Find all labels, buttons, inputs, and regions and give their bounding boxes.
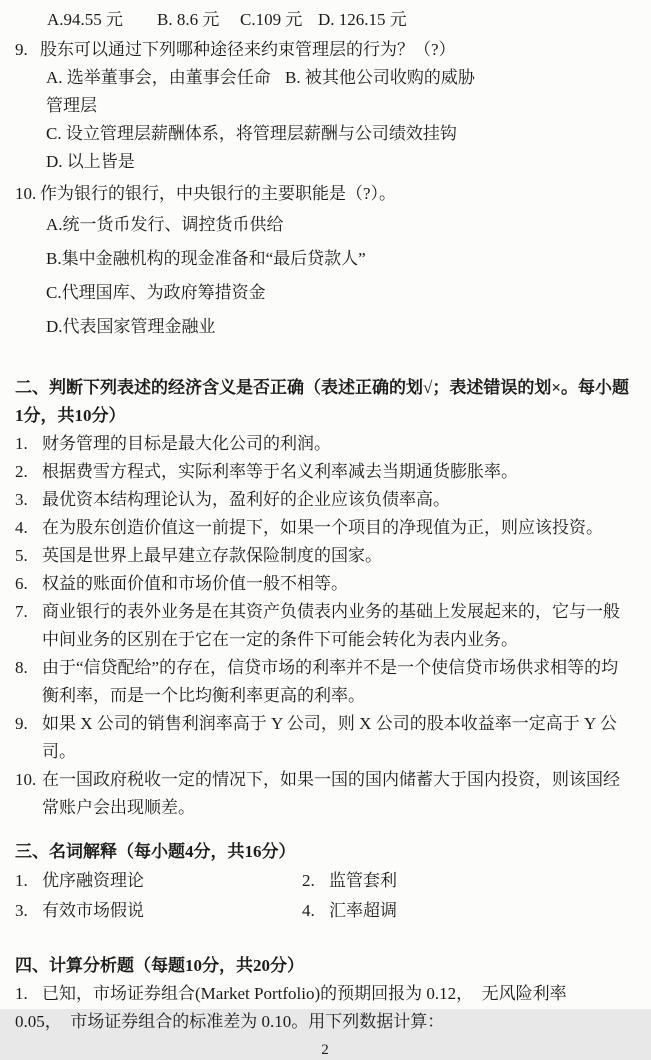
tf-item-5: [15, 542, 635, 570]
item-number: 4.: [15, 518, 28, 537]
tf-item-6: [15, 570, 635, 598]
item-text: 权益的账面价值和市场价值一般不相等。: [42, 574, 348, 593]
item-number: 5.: [15, 546, 28, 565]
question-number: 10.: [15, 184, 37, 203]
term-number: 1.: [15, 871, 28, 890]
calc-problem-1: [15, 980, 635, 1008]
option-b: B. 被其他公司收购的威胁: [285, 68, 475, 87]
term-text: 汇率超调: [329, 901, 397, 920]
section-2-heading: 二、判断下列表述的经济含义是否正确（表述正确的划√；表述错误的划×。每小题1分，共10分）: [15, 378, 630, 425]
tf-item-1: [15, 430, 635, 458]
option-d: D. 126.15 元: [318, 10, 407, 29]
prev-question-options-row: [15, 6, 635, 34]
term-3: [15, 896, 302, 926]
term-2: [302, 866, 635, 896]
item-number: 3.: [15, 490, 28, 509]
option-a: A.统一货币发行、调控货币供给: [46, 215, 284, 234]
problem-text-line1: 已知，市场证券组合(Market Portfolio)的预期回报为 0.12， 无风险利率: [42, 984, 567, 1003]
item-number: 1.: [15, 434, 28, 453]
tf-item-2: [15, 458, 635, 486]
option-c: C.109 元: [240, 10, 303, 29]
option-c: C.代理国库、为政府筹措资金: [46, 283, 266, 302]
option-d: D. 以上皆是: [46, 152, 135, 171]
question-number: 9.: [15, 40, 28, 59]
term-text: 监管套利: [329, 871, 397, 890]
question-9-options-ab: [15, 64, 635, 120]
page-number: 2: [321, 1042, 329, 1058]
section-3-heading: 三、名词解释（每小题4分，共16分）: [15, 842, 296, 861]
option-b: B.集中金融机构的现金准备和“最后贷款人”: [46, 249, 366, 268]
question-9: [15, 36, 635, 64]
item-text: 在为股东创造价值这一前提下，如果一个项目的净现值为正，则应该投资。: [42, 518, 603, 537]
item-number: 7.: [15, 602, 28, 621]
item-text: 最优资本结构理论认为，盈利好的企业应该负债率高。: [42, 490, 450, 509]
term-text: 优序融资理论: [42, 871, 144, 890]
item-text: 商业银行的表外业务是在其资产负债表内业务的基础上发展起来的，它与一般中间业务的区别在于它在一定的条件下可能会转化为表内业务。: [42, 602, 620, 649]
question-text: 股东可以通过下列哪种途径来约束管理层的行为？（?）: [40, 40, 456, 59]
option-c: C. 设立管理层薪酬体系，将管理层薪酬与公司绩效挂钩: [46, 124, 457, 143]
option-d: D.代表国家管理金融业: [46, 317, 216, 336]
item-number: 8.: [15, 658, 28, 677]
section-4-heading: 四、计算分析题（每题10分，共20分）: [15, 956, 304, 975]
term-text: 有效市场假说: [42, 901, 144, 920]
item-number: 10.: [15, 770, 37, 789]
problem-text-line2: 0.05， 市场证券组合的标准差为 0.10。用下列数据计算：: [15, 1012, 445, 1031]
tf-item-4: [15, 514, 635, 542]
question-text: 作为银行的银行，中央银行的主要职能是（?）。: [40, 184, 397, 203]
item-text: 财务管理的目标是最大化公司的利润。: [42, 434, 331, 453]
term-number: 2.: [302, 871, 315, 890]
item-text: 在一国政府税收一定的情况下，如果一国的国内储蓄大于国内投资，则该国经常账户会出现顺差。: [42, 770, 620, 817]
tf-item-9: [15, 710, 635, 766]
option-a: A. 选举董事会，由董事会任命管理层: [46, 68, 271, 115]
item-number: 9.: [15, 714, 28, 733]
item-number: 6.: [15, 574, 28, 593]
term-4: [302, 896, 635, 926]
item-text: 如果 X 公司的销售利润率高于 Y 公司，则 X 公司的股本收益率一定高于 Y 公司。: [42, 714, 617, 761]
item-number: 2.: [15, 462, 28, 481]
term-number: 3.: [15, 901, 28, 920]
item-text: 由于“信贷配给”的存在，信贷市场的利率并不是一个使信贷市场供求相等的均衡利率，而是一个比均衡利率更高的利率。: [42, 658, 619, 705]
item-text: 英国是世界上最早建立存款保险制度的国家。: [42, 546, 382, 565]
tf-item-8: [15, 654, 635, 710]
item-number: 1.: [15, 984, 28, 1003]
question-10: [15, 180, 635, 208]
option-a: A.94.55 元: [47, 10, 124, 29]
item-text: 根据费雪方程式，实际利率等于名义利率减去当期通货膨胀率。: [42, 462, 518, 481]
tf-item-7: [15, 598, 635, 654]
tf-item-3: [15, 486, 635, 514]
option-b: B. 8.6 元: [157, 10, 220, 29]
section-2-items: [15, 430, 635, 822]
question-10-options: [15, 208, 635, 344]
tf-item-10: [15, 766, 635, 822]
section-3-terms: [15, 866, 635, 926]
term-number: 4.: [302, 901, 315, 920]
term-1: [15, 866, 302, 896]
